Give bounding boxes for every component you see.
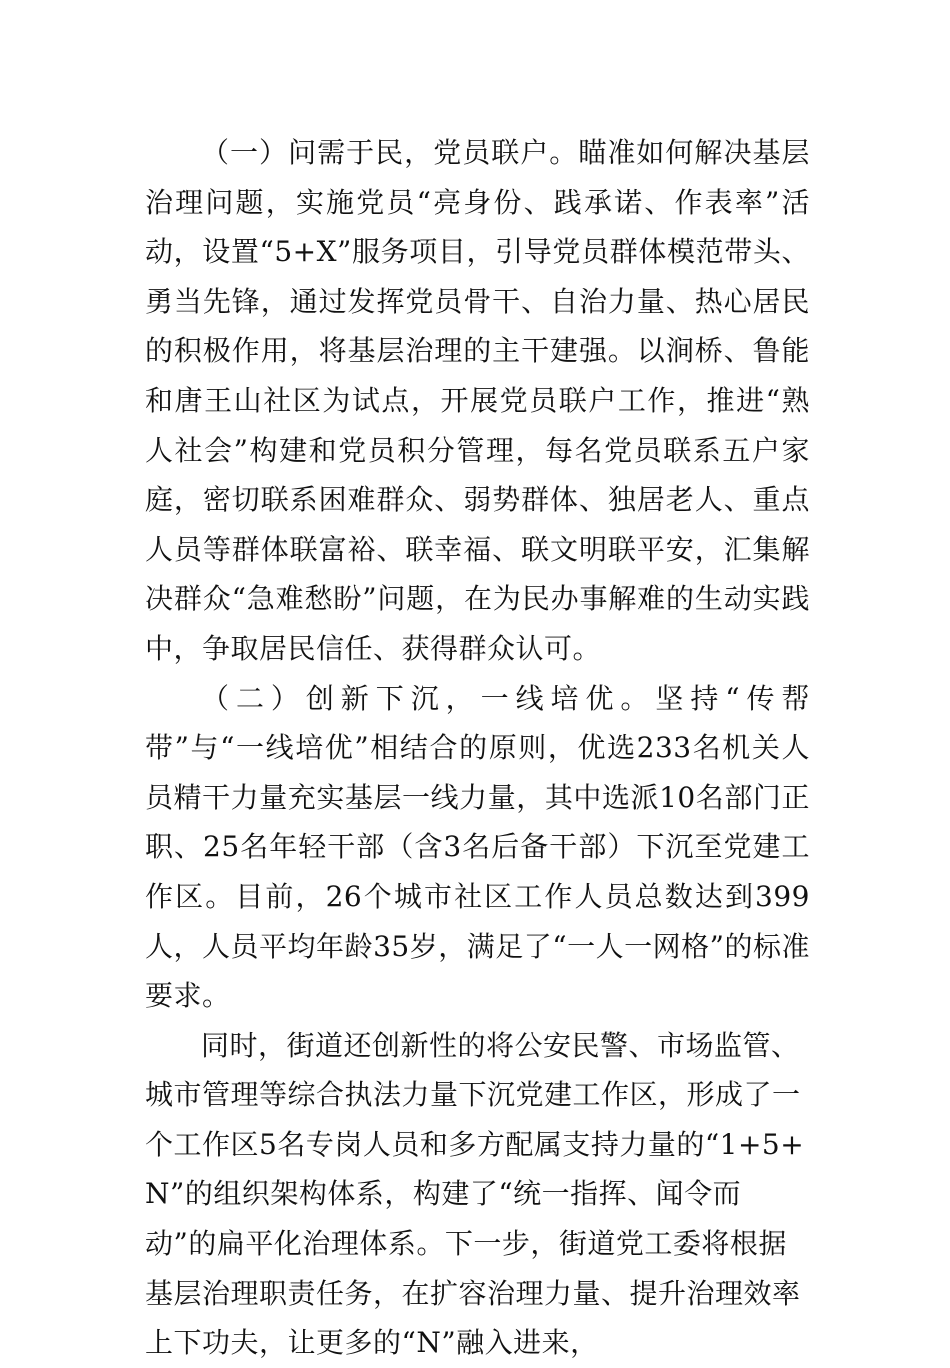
paragraph-law-enforcement: 同时，街道还创新性的将公安民警、市场监管、城市管理等综合执法力量下沉党建工作区，形成了一个工作区5名专岗人员和多方配属支持力量的“1+5+N”的组织架构体系，构建了“统一指挥、闻令而动”的扁平化治理体系。下一步，街道党工委将根据基层治理职责任务，在扩容治理力量、提升治理效率上下功夫，让更多的“N”融入进来， — [145, 1028, 805, 1360]
paragraph-innovation-frontline: （二）创新下沉，一线培优。坚持“传帮带”与“一线培优”相结合的原则，优选233名机关人员精干力量充实基层一线力量，其中选派10名部门正职、25名年轻干部（含3名后备干部）下沉至党建工作区。目前，26个城市社区工作人员总数达到399人，人员平均年龄35岁，满足了“一人一网格”的标准要求。 — [145, 681, 810, 1013]
document-body — [145, 128, 810, 1368]
paragraph-party-member-households: （一）问需于民，党员联户。瞄准如何解决基层治理问题，实施党员“亮身份、践承诺、作表率”活动，设置“5+X”服务项目，引导党员群体模范带头、勇当先锋，通过发挥党员骨干、自治力量、热心居民的积极作用，将基层治理的主干建强。以涧桥、鲁能和唐王山社区为试点，开展党员联户工作，推进“熟人社会”构建和党员积分管理，每名党员联系五户家庭，密切联系困难群众、弱势群体、独居老人、重点人员等群体联富裕、联幸福、联文明联平安，汇集解决群众“急难愁盼”问题，在为民办事解难的生动实践中，争取居民信任、获得群众认可。 — [145, 136, 810, 665]
